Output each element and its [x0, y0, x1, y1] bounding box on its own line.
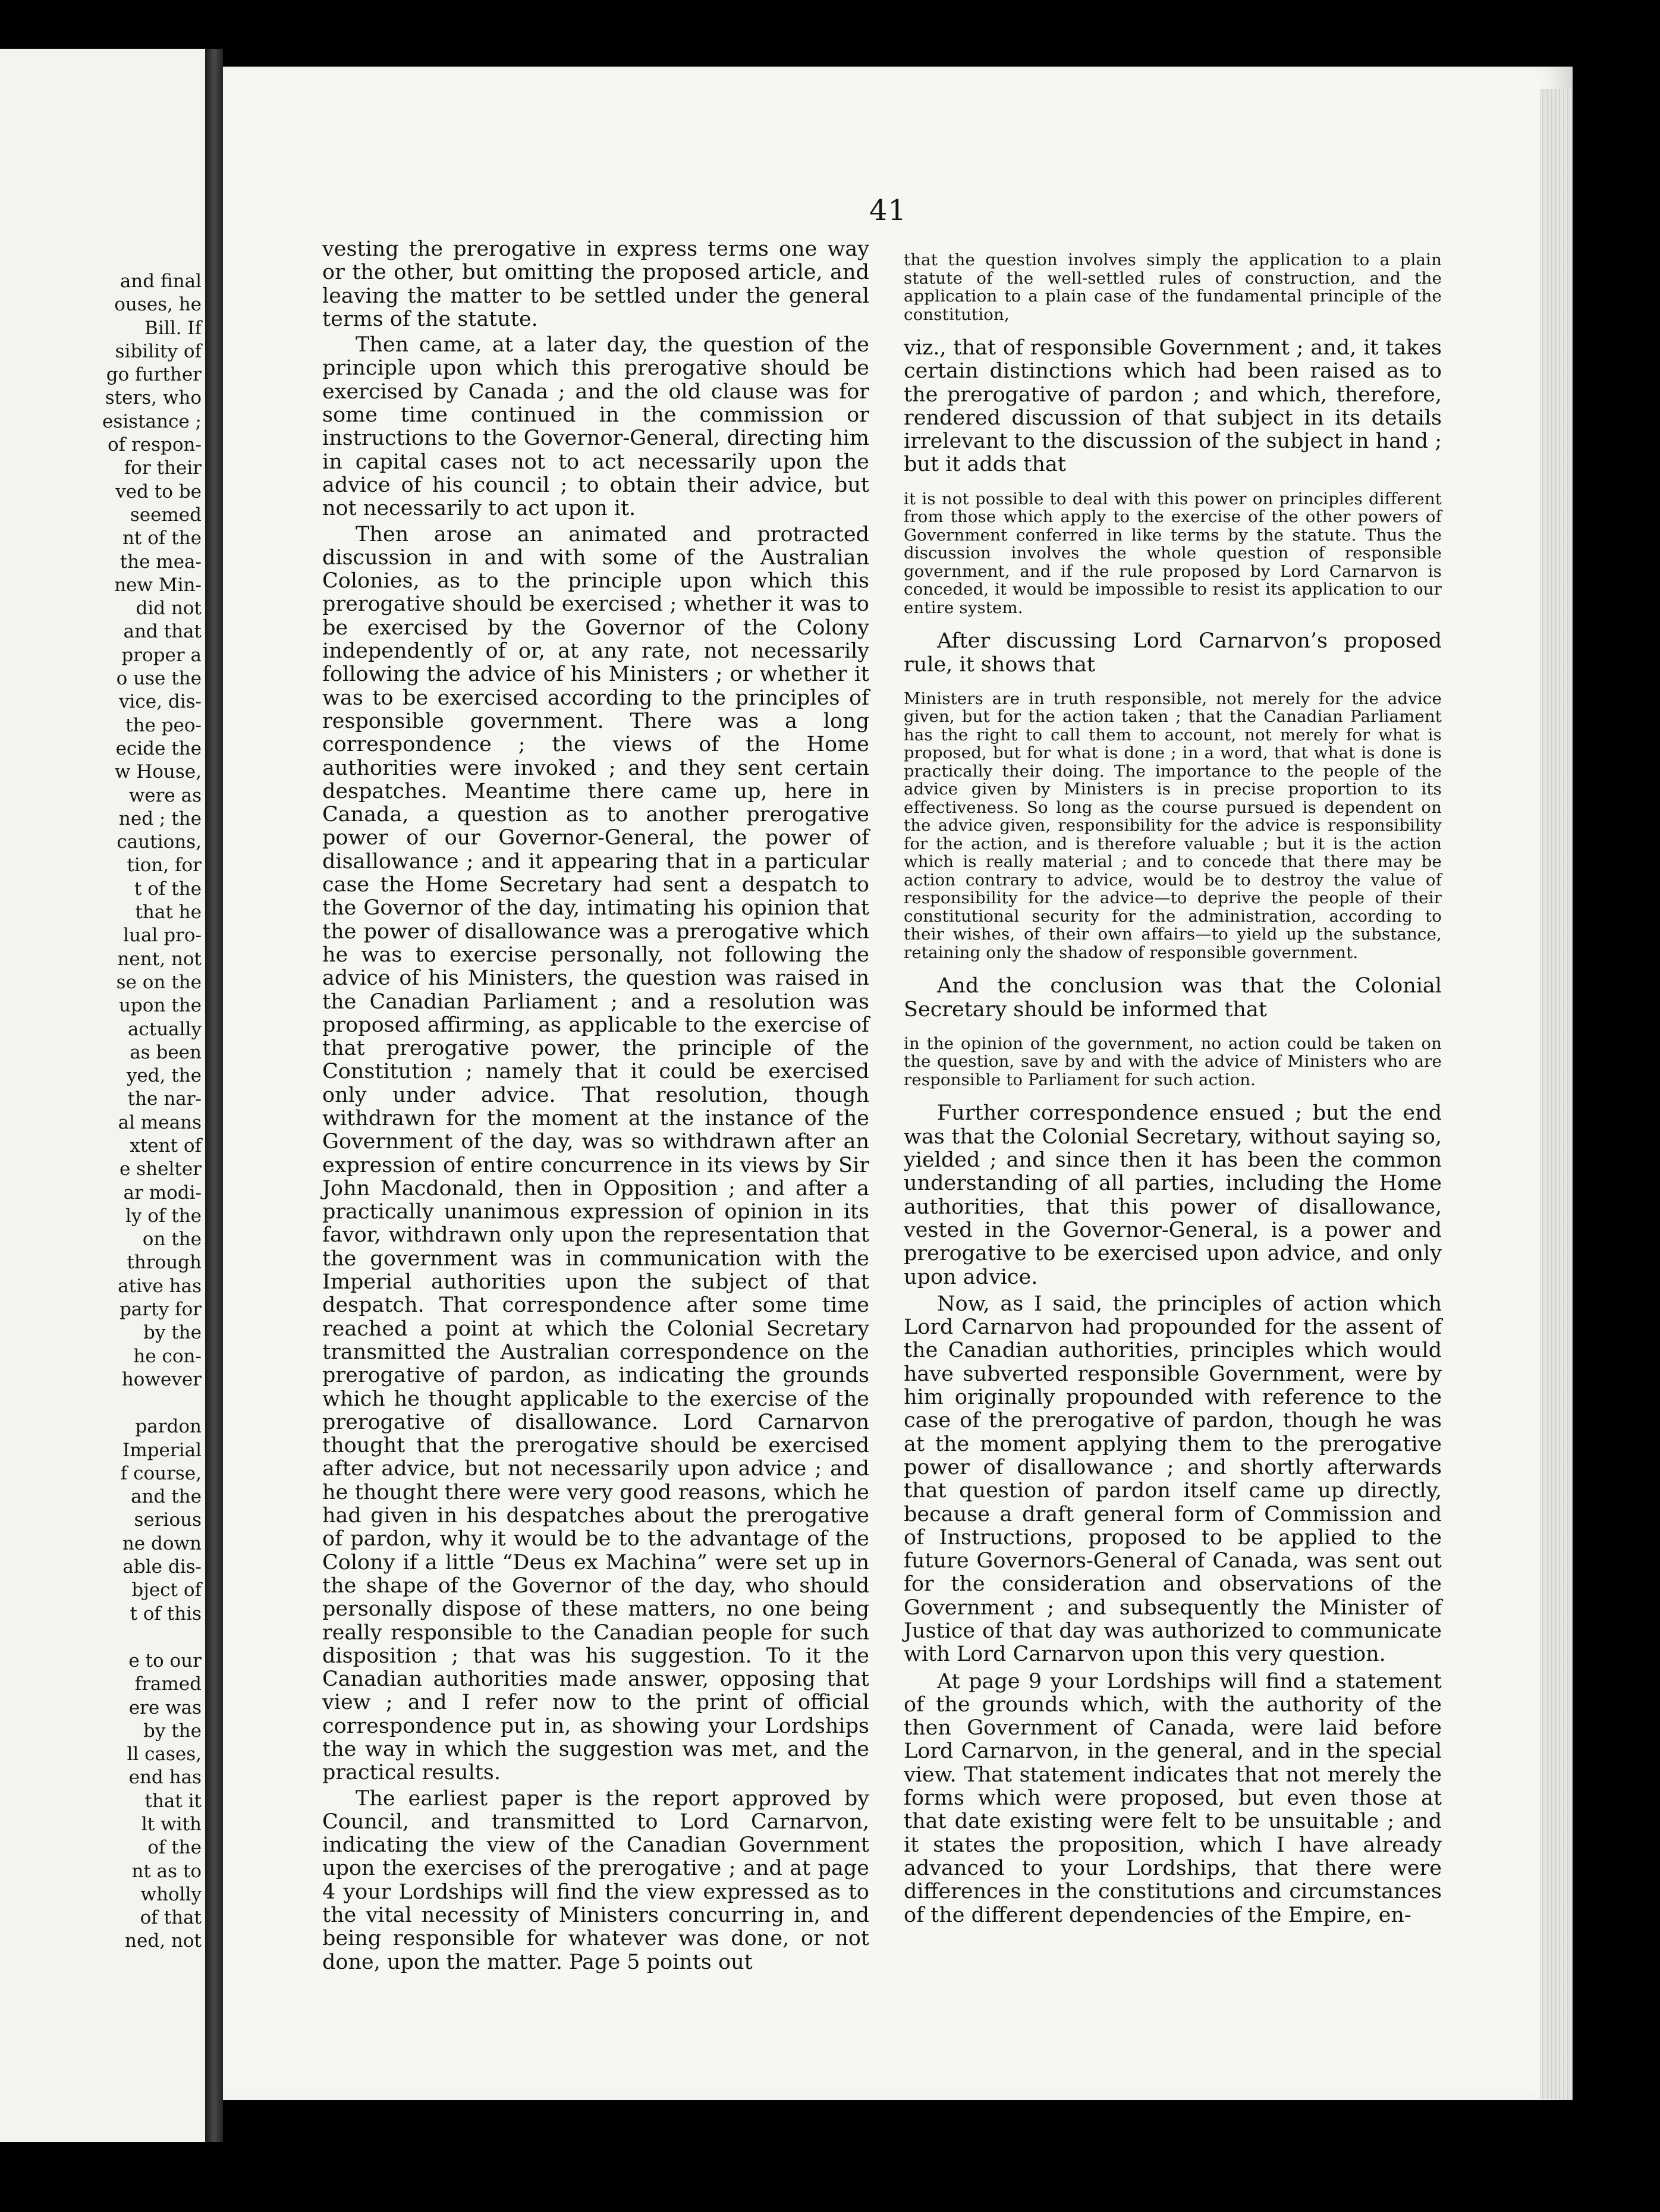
left-page-line: esistance ; — [102, 410, 202, 432]
left-page-line: Bill. If — [144, 317, 202, 339]
left-page-line: ned, not — [125, 1930, 202, 1952]
left-page-line: and final — [120, 271, 202, 292]
left-page-line: for their — [124, 457, 202, 479]
block-quotation: that the question involves simply the application to a plain statute of the well-settled rules of construction, and the application to a plain case of the fundamental principle of the constitution, — [904, 250, 1442, 324]
left-page-gap — [23, 1626, 202, 1649]
left-page-line: tion, for — [127, 854, 202, 876]
paragraph: The earliest paper is the report approved by Council, and transmitted to Lord Carnarvon, indicating the view of the Canadian Government upon the exercises of the prerogative ; and at page 4 your Lordships will find the view expressed as to the vital necessity of Ministers concurring in, and being responsible for whatever was done, or not done, upon the matter. Page 5 points out — [322, 1786, 869, 1974]
left-page-line: through — [127, 1252, 202, 1274]
left-page-line: t of the — [134, 878, 202, 900]
left-page-line: ative has — [118, 1275, 202, 1297]
right-text-column — [904, 238, 1442, 1931]
left-page-line: nt of the — [122, 527, 202, 549]
left-page-line: of that — [140, 1907, 202, 1929]
left-page-line: nt as to — [131, 1860, 202, 1882]
paragraph: Further correspondence ensued ; but the end was that the Colonial Secretary, without saying so, yielded ; and since then it has been the common understanding of all parties, including the Home authorities, that this power of disallowance, vested in the Governor-General, is a power and prerogative to be exercised upon advice, and only upon advice. — [904, 1101, 1442, 1289]
paragraph: Then arose an animated and protracted discussion in and with some of the Australian Colonies, as to the principle upon which this prerogative should be exercised ; whether it was to be exercised by the Governor of the Colony independently of or, at any rate, not necessarily following the advice of his Ministers ; or whether it was to be exercised according to the principles of responsible government. There was a long correspondence ; the views of the Home authorities were invoked ; and they sent certain despatches. Meantime there came up, here in Canada, a question as to another prerogative power of our Governor-General, the power of disallowance ; and it appearing that in a particular case the Home Secretary had sent a despatch to the Governor of the day, intimating his opinion that the power of disallowance was a prerogative which he was to exercise personally, not following the advice of his Ministers, the question was raised in the Canadian Parliament ; and a resolution was proposed affirming, as applicable to the exercise of that prerogative power, the principle of the Constitution ; namely that it could be exercised only under advice. That resolution, though withdrawn for the moment at the instance of the Government of the day, was so withdrawn after an expression of entire concurrence in its views by Sir John Macdonald, then in Opposition ; and after a practically unanimous expression of opinion in its favor, withdrawn only upon the representation that the government was in communication with the Imperial authorities upon the subject of that despatch. That correspondence after some time reached a point at which the Colonial Secretary transmitted the Australian correspondence on the prerogative of pardon, as indicating the grounds which he thought applicable to the exercise of the prerogative of disallowance. Lord Carnarvon thought that the prerogative should be exercised after advice, but not necessarily upon advice ; and he thought there were very good reasons, which he had given in his despatches about the prerogative of pardon, why it would be to the advantage of the Colony if a little “Deus ex Machina” were set up in the shape of the Governor of the day, who should personally dispose of these matters, no one being really responsible to the Canadian people for such disposition ; that was his suggestion. To it the Canadian authorities made answer, opposing that view ; and I refer now to the print of official correspondence put in, as showing your Lordships the way in which the suggestion was met, and the practical results. — [322, 522, 869, 1785]
left-page-line: ouses, he — [114, 294, 202, 316]
left-page-line: cautions, — [117, 831, 202, 853]
left-page-line: did not — [136, 598, 202, 620]
left-page-line: ere was — [128, 1696, 202, 1718]
left-page-line: ll cases, — [127, 1743, 202, 1765]
left-page-line: ne down — [122, 1532, 202, 1554]
left-page-line: party for — [120, 1299, 202, 1321]
left-page-line: se on the — [116, 971, 202, 993]
paragraph: viz., that of responsible Government ; and, it takes certain distinctions which had been raised as to the prerogative of pardon ; and which, therefore, rendered discussion of that subject in its details irrelevant to the discussion of the subject in hand ; but it adds that — [904, 336, 1442, 477]
left-page-line: lt with — [141, 1814, 202, 1835]
left-page-line: the mea- — [120, 551, 202, 573]
paragraph: vesting the prerogative in express terms one way or the other, but omitting the proposed article, and leaving the matter to be settled under the general terms of the statute. — [322, 237, 869, 331]
left-page-line: ecide the — [115, 737, 202, 759]
left-page-line: pardon — [135, 1416, 202, 1438]
left-page-line: vice, dis- — [119, 691, 202, 713]
left-page-line: by the — [143, 1720, 202, 1742]
left-page-line: however — [121, 1368, 202, 1390]
left-text-column — [322, 238, 869, 1977]
paragraph: And the conclusion was that the Colonial Secretary should be informed that — [904, 974, 1442, 1022]
left-page-line: ly of the — [125, 1205, 202, 1227]
left-page-line: upon the — [118, 995, 202, 1017]
block-quotation: Ministers are in truth responsible, not merely for the advice given, but for the action taken ; that the Canadian Parliament has the right to call them to account, not merely for what is proposed, but for what is done ; in a word, that what is done is practically their doing. The importance to the people of the advice given by Ministers is in precise proportion to its effectiveness. So long as the course pursued is dependent on the advice given, responsibility for the advice is responsibility for the action, and is therefore valuable ; but it is the action which is really material ; and to concede that there may be action contrary to advice, would be to destroy the value of responsibility for the advice—to deprive the people of their constitutional security for the administration, according to their wishes, of their own affairs—to yield up the substance, retaining only the shadow of responsible government. — [904, 689, 1442, 962]
left-page-line: ved to be — [115, 480, 202, 502]
left-page-line: the nar- — [127, 1088, 202, 1110]
left-page-line: and that — [123, 621, 202, 643]
left-page-line: f course, — [120, 1462, 202, 1484]
left-page-line: that he — [135, 901, 202, 923]
left-page-line: as been — [130, 1041, 202, 1063]
paragraph: Now, as I said, the principles of action which Lord Carnarvon had propounded for the assent of the Canadian authorities, principles which would have subverted responsible Government, were by him originally propounded with reference to the case of the prerogative of pardon, though he was at the moment applying them to the prerogative power of disallowance ; and shortly afterwards that question of pardon itself came up directly, because a draft general form of Commission and of Instructions, proposed to be applied to the future Governors-General of Canada, was sent out for the consideration and observations of the Government ; and subsequently the Minister of Justice of that day was authorized to communicate with Lord Carnarvon upon this very question. — [904, 1292, 1442, 1667]
left-page-line: w House, — [114, 761, 202, 783]
left-page-line: and the — [131, 1486, 202, 1508]
left-page-line: wholly — [140, 1883, 202, 1905]
left-page-line: of respon- — [107, 434, 202, 456]
paragraph: At page 9 your Lordships will find a statement of the grounds which, with the authority of the then Government of Canada, were laid before Lord Carnarvon, in the general, and in the special view. That statement indicates that not merely the forms which were proposed, but even those at that date existing were felt to be unsuitable ; and it states the proposition, which I have already advanced to your Lordships, that there were differences in the constitutions and circumstances of the different dependencies of the Empire, en- — [904, 1669, 1442, 1927]
book-gutter — [205, 49, 223, 2142]
left-page-line: ar modi- — [123, 1182, 202, 1204]
left-page-line: lual pro- — [123, 925, 202, 947]
left-page-line: o use the — [116, 668, 202, 690]
left-page-line: new Min- — [114, 574, 202, 596]
left-page-line: able dis- — [122, 1556, 202, 1578]
left-page-line: t of this — [130, 1603, 202, 1625]
left-page-line: end has — [128, 1767, 202, 1789]
left-page-line: by the — [143, 1322, 202, 1344]
left-page-line: he con- — [133, 1345, 202, 1367]
left-page-line: actually — [127, 1018, 202, 1040]
page-number: 41 — [869, 194, 907, 227]
left-page-line: the peo- — [125, 714, 202, 736]
page-edge — [1540, 89, 1573, 2099]
left-page-line: proper a — [121, 644, 202, 666]
left-page-line: serious — [134, 1509, 202, 1531]
left-page-line: ned ; the — [118, 807, 202, 830]
left-facing-page — [0, 49, 206, 2142]
left-page-line: bject of — [131, 1579, 202, 1601]
block-quotation: in the opinion of the government, no action could be taken on the question, save by and with the advice of Ministers who are responsible to Parliament for such action. — [904, 1033, 1442, 1089]
left-page-line: yed, the — [126, 1065, 202, 1087]
paragraph: Then came, at a later day, the question of the principle upon which this prerogative should be exercised by Canada ; and the old clause was for some time continued in the commission or instructions to the Governor-General, directing him in capital cases not to act necessarily upon the advice of his council ; to obtain their advice, but not necessarily to act upon it. — [322, 333, 869, 521]
left-page-line: nent, not — [117, 948, 202, 970]
left-page-line: go further — [106, 364, 202, 386]
left-page-line: seemed — [130, 504, 202, 526]
left-page-line: xtent of — [130, 1135, 202, 1157]
left-page-line: framed — [134, 1673, 202, 1695]
left-page-line: e shelter — [120, 1158, 202, 1180]
left-page-gap — [23, 1391, 202, 1415]
left-page-line: al means — [118, 1111, 202, 1133]
left-page-line: sibility of — [115, 340, 202, 362]
left-page-line: Imperial — [122, 1439, 202, 1461]
left-page-line: of the — [147, 1837, 202, 1859]
left-page-line: were as — [128, 784, 202, 806]
left-page-line: that it — [144, 1790, 202, 1812]
left-page-text-fragments — [23, 270, 202, 1953]
left-page-line: sters, who — [105, 387, 202, 409]
block-quotation: it is not possible to deal with this power on principles different from those which apply to the exercise of the other powers of Government conferred in like terms by the statute. Thus the discussion involves the whole question of responsible government, and if the rule proposed by Lord Carnarvon is conceded, it would be impossible to resist its application to our entire system. — [904, 489, 1442, 617]
paragraph: After discussing Lord Carnarvon’s proposed rule, it shows that — [904, 629, 1442, 677]
left-page-line: on the — [142, 1228, 202, 1250]
left-page-line: e to our — [128, 1649, 202, 1671]
